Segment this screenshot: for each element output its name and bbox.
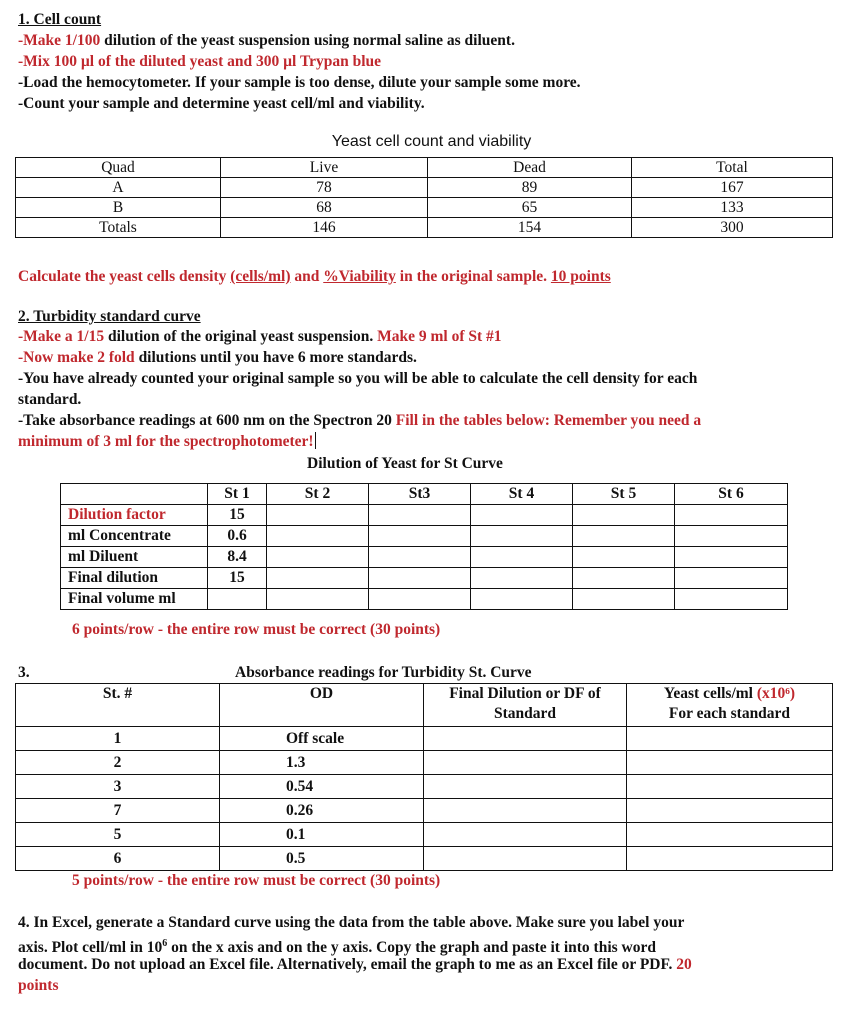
table-cell — [675, 589, 788, 610]
instruction-counted-b: standard. — [18, 391, 82, 408]
table-cell: 0.5 — [220, 847, 424, 871]
excel-instruction-d — [18, 955, 692, 975]
table-cell: 1.3 — [220, 751, 424, 775]
table-cell — [369, 547, 471, 568]
table-cell — [369, 505, 471, 526]
make-dilution-red: -Make a 1/15 — [18, 328, 105, 345]
table-cell — [573, 547, 675, 568]
header-st6: St 6 — [675, 484, 788, 505]
calc-text-f: 10 points — [550, 268, 611, 285]
table-cell — [369, 589, 471, 610]
header-yeast-cells — [627, 684, 833, 727]
excel-text-c: on the x axis and on the y axis. Copy the graph and paste it into this word — [167, 939, 656, 957]
table-cell — [424, 751, 627, 775]
excel-text-d: document. Do not upload an Excel file. Alternatively, email the graph to me as an Excel file or PDF. — [18, 956, 677, 973]
table-row — [16, 799, 833, 823]
calc-text-b: (cells/ml) — [230, 268, 291, 285]
header-st4: St 4 — [471, 484, 573, 505]
table-row — [16, 823, 833, 847]
table-cell — [573, 589, 675, 610]
header-st2: St 2 — [267, 484, 369, 505]
table-cell: 0.1 — [220, 823, 424, 847]
header-quad: Quad — [16, 158, 221, 178]
text-cursor — [315, 432, 316, 449]
table-row — [61, 547, 788, 568]
table-cell — [208, 589, 267, 610]
instruction-dilution — [18, 31, 515, 51]
absorbance-black: -Take absorbance readings at 600 nm on the Spectron 20 — [18, 412, 396, 429]
fold-red: -Now make 2 fold — [18, 349, 135, 366]
table-cell: 3 — [16, 775, 220, 799]
table-row — [16, 218, 833, 238]
table-cell — [573, 568, 675, 589]
table-cell — [675, 547, 788, 568]
absorbance-table — [15, 683, 833, 871]
table-cell — [267, 568, 369, 589]
table-cell — [573, 505, 675, 526]
header-st3: St3 — [369, 484, 471, 505]
instruction-minimum — [18, 432, 316, 452]
header-blank — [61, 484, 208, 505]
row-label-ml-concentrate: ml Concentrate — [61, 526, 208, 547]
excel-instruction-a: 4. In Excel, generate a Standard curve using the data from the table above. Make sure you label your — [18, 914, 685, 931]
table-header-row — [16, 158, 833, 178]
row-label-final-dilution: Final dilution — [61, 568, 208, 589]
table-cell: 0.54 — [220, 775, 424, 799]
header-yeast-cells-unit: (x10⁶) — [756, 685, 796, 702]
cell-count-table — [15, 157, 833, 238]
header-live: Live — [221, 158, 428, 178]
table-cell — [267, 526, 369, 547]
table-row — [61, 526, 788, 547]
table-cell: 1 — [16, 727, 220, 751]
excel-text-b: axis. Plot cell/ml in 10 — [18, 939, 163, 957]
table-row — [16, 847, 833, 871]
excel-points-number: 20 — [676, 956, 692, 973]
cell-count-table-title: Yeast cell count and viability — [331, 133, 532, 150]
header-final-dilution-b: Standard — [493, 705, 557, 722]
absorbance-points-note: 5 points/row - the entire row must be correct (30 points) — [72, 872, 441, 889]
instruction-dilution-rest: dilution of the yeast suspension using normal saline as diluent. — [100, 32, 515, 49]
section2-title: 2. Turbidity standard curve — [18, 308, 201, 325]
table-cell — [627, 751, 833, 775]
header-od: OD — [220, 684, 424, 727]
table-header-row — [61, 484, 788, 505]
table-cell — [369, 568, 471, 589]
table-cell: 300 — [632, 218, 833, 238]
header-st1: St 1 — [208, 484, 267, 505]
table-header-row — [16, 684, 833, 727]
table-cell — [267, 505, 369, 526]
table-cell: 68 — [221, 198, 428, 218]
header-st-number: St. # — [16, 684, 220, 727]
table-cell: 65 — [428, 198, 632, 218]
table-row — [61, 505, 788, 526]
row-label-final-volume: Final volume ml — [61, 589, 208, 610]
table-row — [16, 727, 833, 751]
table-cell — [424, 823, 627, 847]
instruction-fold — [18, 348, 417, 368]
dilution-table-title: Dilution of Yeast for St Curve — [307, 455, 503, 472]
table-cell — [267, 589, 369, 610]
table-cell: 5 — [16, 823, 220, 847]
row-label-dilution-factor: Dilution factor — [61, 505, 208, 526]
make-dilution-red2: Make 9 ml of St #1 — [377, 328, 502, 345]
header-final-dilution — [424, 684, 627, 727]
calc-text-a: Calculate the yeast cells density — [18, 268, 231, 285]
header-total: Total — [632, 158, 833, 178]
table-cell: 8.4 — [208, 547, 267, 568]
table-cell: B — [16, 198, 221, 218]
header-final-dilution-a: Final Dilution or DF of — [449, 685, 601, 702]
excel-points-label: points — [18, 977, 59, 994]
fold-rest: dilutions until you have 6 more standards. — [134, 349, 417, 366]
table-row — [61, 568, 788, 589]
row-label-ml-diluent: ml Diluent — [61, 547, 208, 568]
dilution-table — [60, 483, 788, 610]
header-st5: St 5 — [573, 484, 675, 505]
instruction-counted: -You have already counted your original sample so you will be able to calculate the cell density for each — [18, 370, 698, 387]
table-cell — [424, 847, 627, 871]
dilution-points-note: 6 points/row - the entire row must be correct (30 points) — [72, 621, 441, 638]
table-cell — [471, 568, 573, 589]
absorbance-red: Fill in the tables below: Remember you need a — [395, 412, 702, 429]
minimum-text: minimum of 3 ml for the spectrophotometer! — [18, 433, 314, 450]
table-cell: 146 — [221, 218, 428, 238]
table-cell — [675, 568, 788, 589]
calc-text-e: in the original sample. — [395, 268, 551, 285]
table-cell: A — [16, 178, 221, 198]
table-cell — [627, 775, 833, 799]
table-cell: 167 — [632, 178, 833, 198]
table-row — [16, 198, 833, 218]
table-cell: 7 — [16, 799, 220, 823]
table-cell — [471, 505, 573, 526]
calc-text-d: %Viability — [323, 268, 396, 285]
make-dilution-mid: dilution of the original yeast suspension. — [104, 328, 378, 345]
table-cell — [627, 847, 833, 871]
table-cell — [627, 727, 833, 751]
table-cell: 15 — [208, 568, 267, 589]
table-cell — [471, 547, 573, 568]
table-cell — [267, 547, 369, 568]
table-cell: 0.6 — [208, 526, 267, 547]
table-row — [16, 178, 833, 198]
instruction-count: -Count your sample and determine yeast cell/ml and viability. — [18, 95, 425, 112]
table-cell: 133 — [632, 198, 833, 218]
absorbance-table-title: Absorbance readings for Turbidity St. Curve — [235, 664, 532, 681]
calculate-instruction — [18, 267, 611, 287]
table-cell — [424, 727, 627, 751]
table-cell — [675, 505, 788, 526]
header-yeast-cells-b: For each standard — [668, 705, 791, 722]
table-cell — [471, 589, 573, 610]
instruction-mix: -Mix 100 µl of the diluted yeast and 300 µl Trypan blue — [18, 53, 382, 70]
table-cell — [627, 799, 833, 823]
table-cell — [573, 526, 675, 547]
header-yeast-cells-a: Yeast cells/ml — [663, 685, 757, 702]
table-row — [61, 589, 788, 610]
table-cell: 0.26 — [220, 799, 424, 823]
instruction-load: -Load the hemocytometer. If your sample is too dense, dilute your sample some more. — [18, 74, 581, 91]
instruction-make-dilution — [18, 327, 502, 347]
section1-title: 1. Cell count — [18, 11, 102, 28]
calc-text-c: and — [290, 268, 324, 285]
section3-number: 3. — [18, 664, 30, 681]
excel-superscript: 6 — [162, 938, 168, 949]
table-row — [16, 775, 833, 799]
header-dead: Dead — [428, 158, 632, 178]
table-cell: 6 — [16, 847, 220, 871]
table-cell: Off scale — [220, 727, 424, 751]
instruction-dilution-red: -Make 1/100 — [18, 32, 101, 49]
table-cell — [675, 526, 788, 547]
table-cell — [424, 775, 627, 799]
table-cell: Totals — [16, 218, 221, 238]
table-cell: 89 — [428, 178, 632, 198]
table-cell: 15 — [208, 505, 267, 526]
table-cell — [424, 799, 627, 823]
table-cell — [369, 526, 471, 547]
table-cell: 154 — [428, 218, 632, 238]
table-cell — [471, 526, 573, 547]
table-row — [16, 751, 833, 775]
table-cell: 2 — [16, 751, 220, 775]
instruction-absorbance — [18, 411, 701, 431]
table-cell: 78 — [221, 178, 428, 198]
table-cell — [627, 823, 833, 847]
